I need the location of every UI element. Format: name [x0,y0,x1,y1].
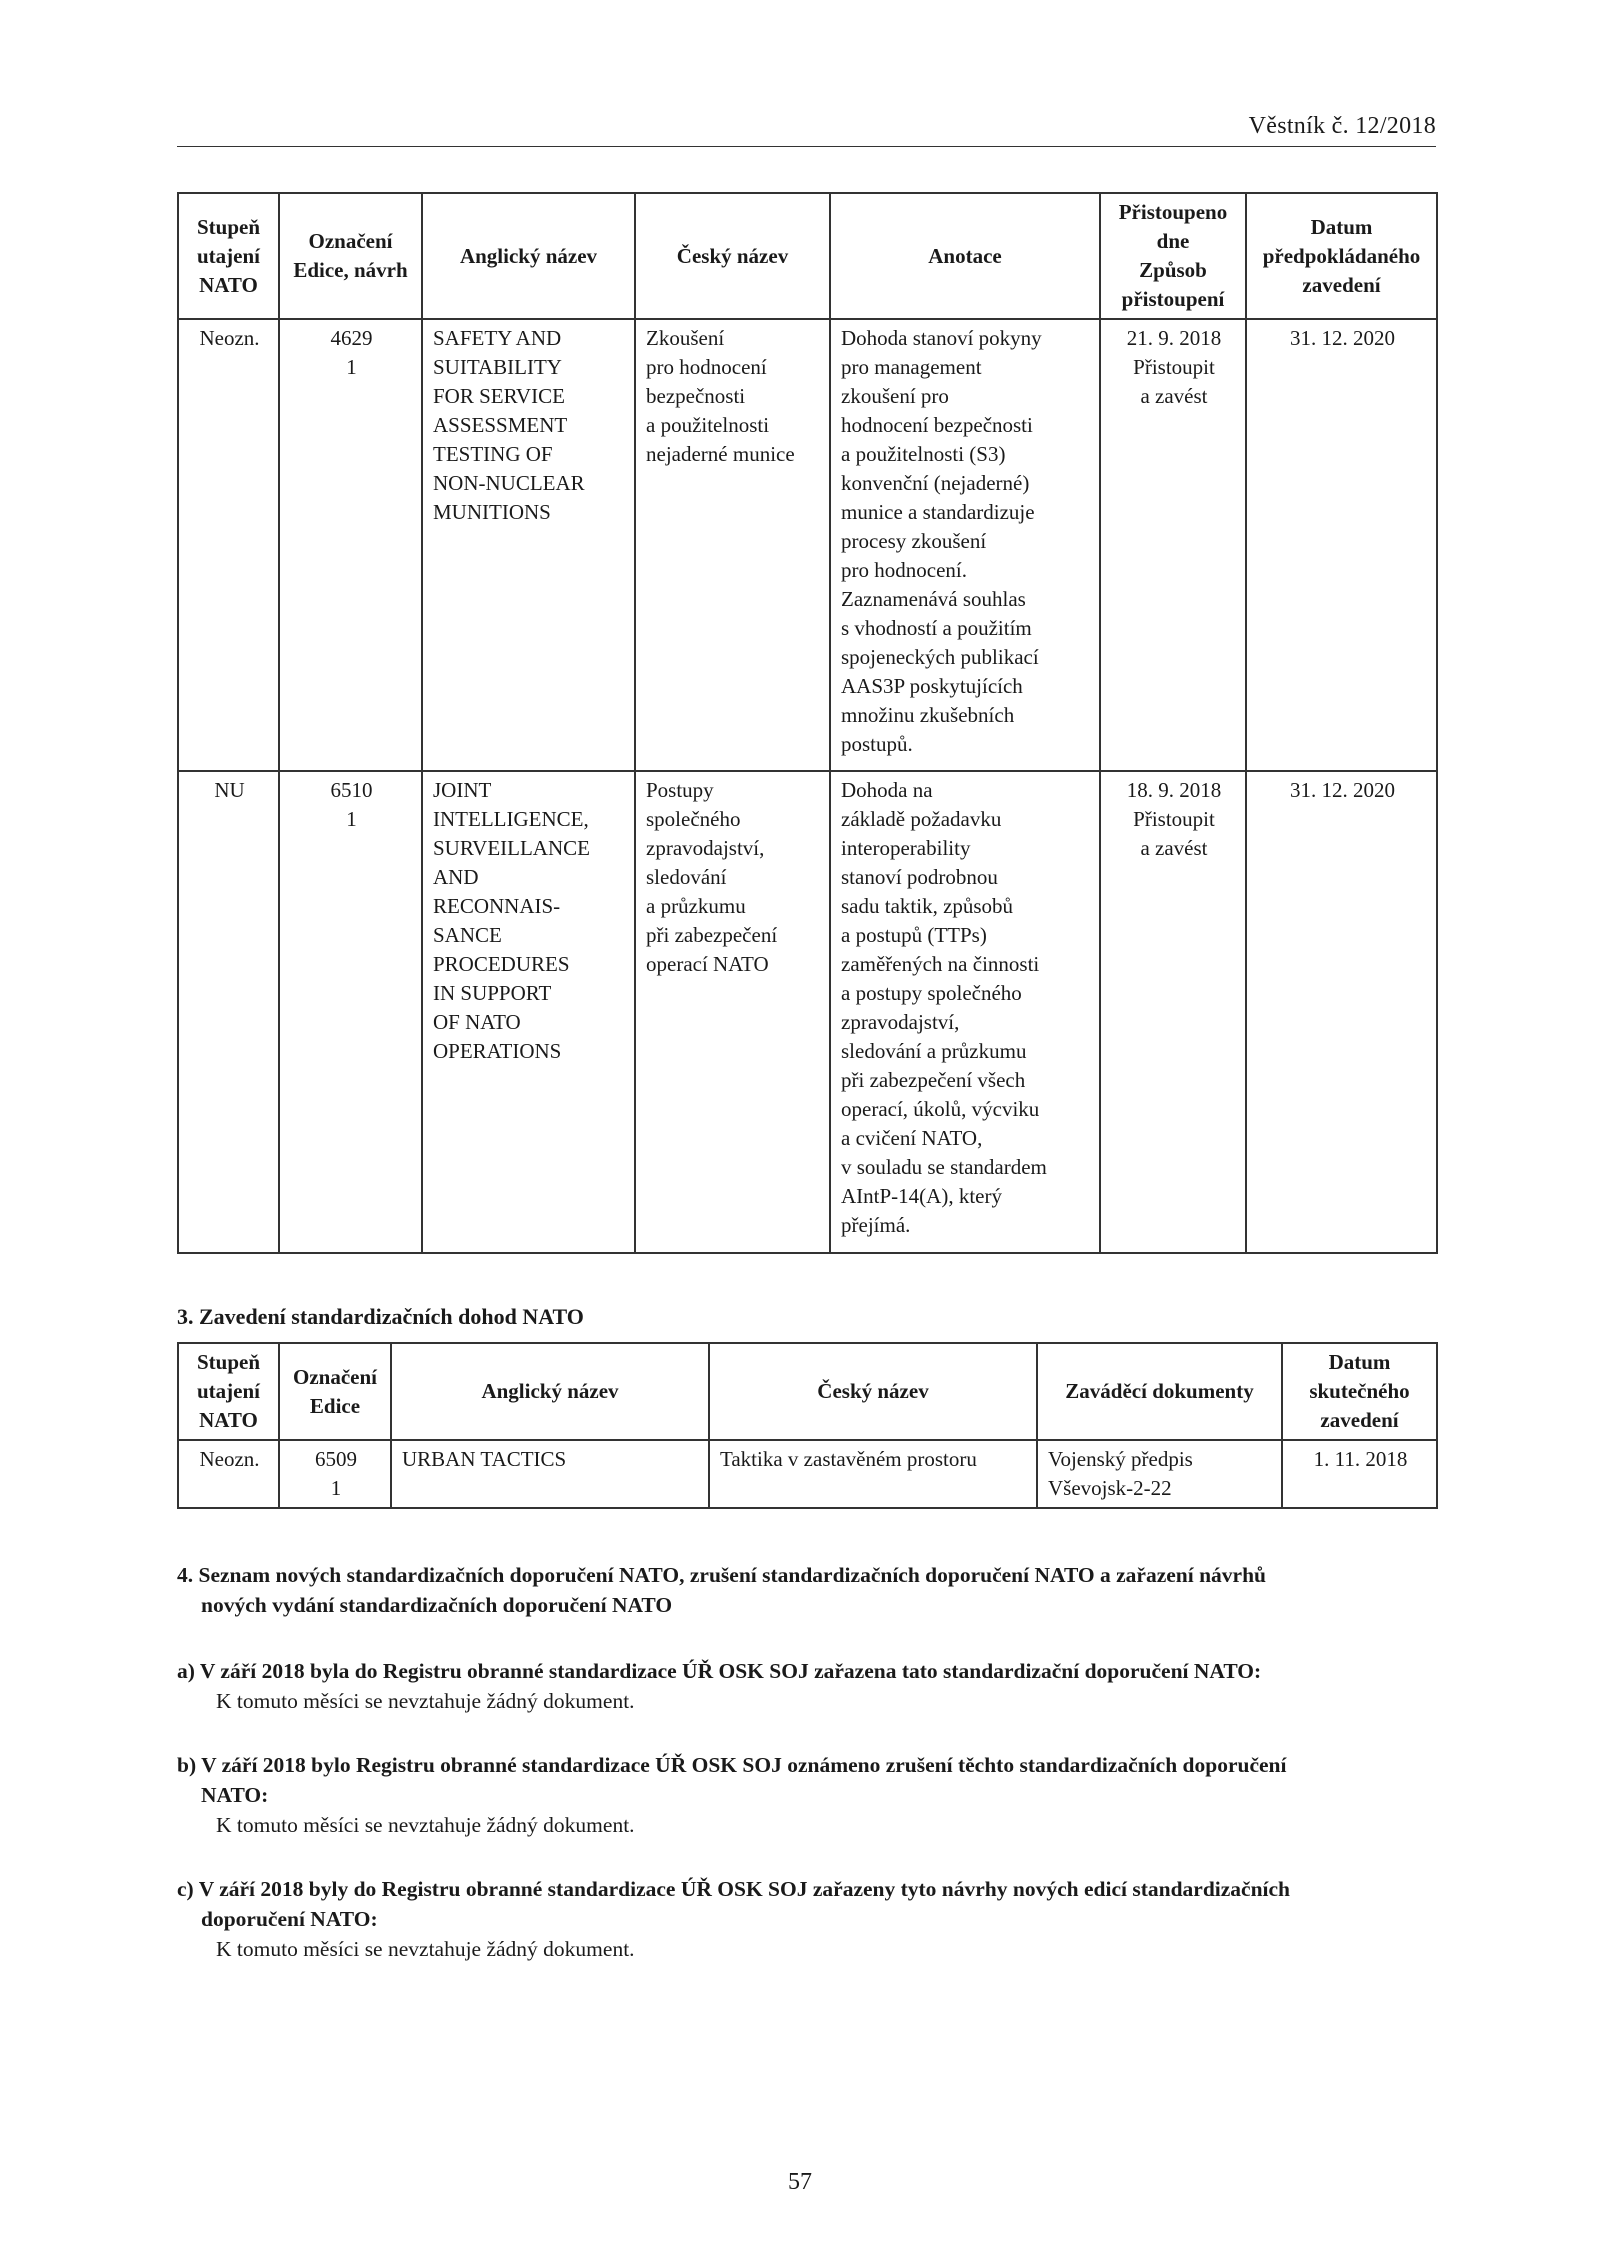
cell-anglicky: URBAN TACTICS [391,1440,709,1508]
cell-anotace: Dohoda na základě požadavku interoperability stanoví podrobnou sadu taktik, způsobů a postupů (TTPs) zaměřených na činnosti a postupy společného zpravodajství, sledování a průzkumu při zabezpečení všech operací, úkolů, výcviku a cvičení NATO, v souladu se standardem AIntP-14(A), který přejímá. [830,771,1100,1253]
section-4-heading-line2: nových vydání standardizačních doporučení NATO [201,1593,673,1617]
header-dokumenty: Zaváděcí dokumenty [1037,1343,1282,1440]
header-datum: Datum skutečného zavedení [1282,1343,1437,1440]
table-header-row [178,193,1437,319]
section-4b [177,1750,1436,1840]
section-4b-note: K tomuto měsíci se nevztahuje žádný dokument. [216,1813,635,1837]
cell-dokumenty: Vojenský předpis Vševojsk-2-22 [1037,1440,1282,1508]
cell-pristoupeno: 21. 9. 2018 Přistoupit a zavést [1100,319,1246,771]
header-oznaceni: Označení Edice [279,1343,391,1440]
cell-pristoupeno: 18. 9. 2018 Přistoupit a zavést [1100,771,1246,1253]
cell-anglicky: SAFETY AND SUITABILITY FOR SERVICE ASSESSMENT TESTING OF NON-NUCLEAR MUNITIONS [422,319,635,771]
section-4c-heading-line1: c) V září 2018 byly do Registru obranné standardizace ÚŘ OSK SOJ zařazeny tyto návrhy nových edicí standardizačních [177,1877,1291,1901]
header-anglicky: Anglický název [422,193,635,319]
cell-anotace: Dohoda stanoví pokyny pro management zkoušení pro hodnocení bezpečnosti a použitelnosti (S3) konvenční (nejaderné) munice a standardizuje procesy zkoušení pro hodnocení. Zaznamenává souhlas s vhodností a použitím spojeneckých publikací AAS3P poskytujících množinu zkušebních postupů. [830,319,1100,771]
page-header [177,108,1436,147]
table-header-row [178,1343,1437,1440]
table-row [178,1440,1437,1508]
section-4b-heading-line2: NATO: [201,1783,269,1807]
cell-stupen: Neozn. [178,1440,279,1508]
cell-oznaceni: 6510 1 [279,771,422,1253]
header-cesky: Český název [635,193,830,319]
cell-cesky: Postupy společného zpravodajství, sledování a průzkumu při zabezpečení operací NATO [635,771,830,1253]
section-4c-heading [177,1874,1436,1934]
table-row [178,319,1437,771]
section-4c-note: K tomuto měsíci se nevztahuje žádný dokument. [216,1937,635,1961]
section-4a-heading: a) V září 2018 byla do Registru obranné standardizace ÚŘ OSK SOJ zařazena tato standardizační doporučení NATO: [177,1659,1262,1683]
section-4-heading [177,1560,1436,1620]
cell-anglicky: JOINT INTELLIGENCE, SURVEILLANCE AND RECONNAIS- SANCE PROCEDURES IN SUPPORT OF NATO OPERATIONS [422,771,635,1253]
cell-cesky: Taktika v zastavěném prostoru [709,1440,1037,1508]
cell-stupen: NU [178,771,279,1253]
cell-datum: 31. 12. 2020 [1246,319,1437,771]
section-4a [177,1656,1436,1716]
header-anglicky: Anglický název [391,1343,709,1440]
header-stupen: Stupeň utajení NATO [178,1343,279,1440]
cell-stupen: Neozn. [178,319,279,771]
section-4a-note: K tomuto měsíci se nevztahuje žádný dokument. [216,1689,635,1713]
section-4b-heading [177,1750,1436,1810]
section-4-heading-line1: 4. Seznam nových standardizačních doporučení NATO, zrušení standardizačních doporučení NATO a zařazení návrhů [177,1563,1267,1587]
header-pristoupeno: Přistoupeno dne Způsob přistoupení [1100,193,1246,319]
header-oznaceni: Označení Edice, návrh [279,193,422,319]
cell-datum: 31. 12. 2020 [1246,771,1437,1253]
section-4b-heading-line1: b) V září 2018 bylo Registru obranné standardizace ÚŘ OSK SOJ oznámeno zrušení těchto standardizačních doporučení [177,1753,1287,1777]
section-4c [177,1874,1436,1964]
section-4c-heading-line2: doporučení NATO: [201,1907,378,1931]
implemented-agreements-table [177,1342,1438,1509]
cell-oznaceni: 6509 1 [279,1440,391,1508]
table-row [178,771,1437,1253]
bulletin-title: Věstník č. 12/2018 [1248,113,1436,139]
cell-cesky: Zkoušení pro hodnocení bezpečnosti a použitelnosti nejaderné munice [635,319,830,771]
header-datum: Datum předpokládaného zavedení [1246,193,1437,319]
header-anotace: Anotace [830,193,1100,319]
cell-oznaceni: 4629 1 [279,319,422,771]
section-4 [177,1560,1436,1620]
standardization-agreements-table [177,192,1438,1254]
section-3-title: 3. Zavedení standardizačních dohod NATO [177,1304,584,1329]
header-cesky: Český název [709,1343,1037,1440]
header-stupen: Stupeň utajení NATO [178,193,279,319]
page-number: 57 [788,2169,812,2195]
cell-datum: 1. 11. 2018 [1282,1440,1437,1508]
